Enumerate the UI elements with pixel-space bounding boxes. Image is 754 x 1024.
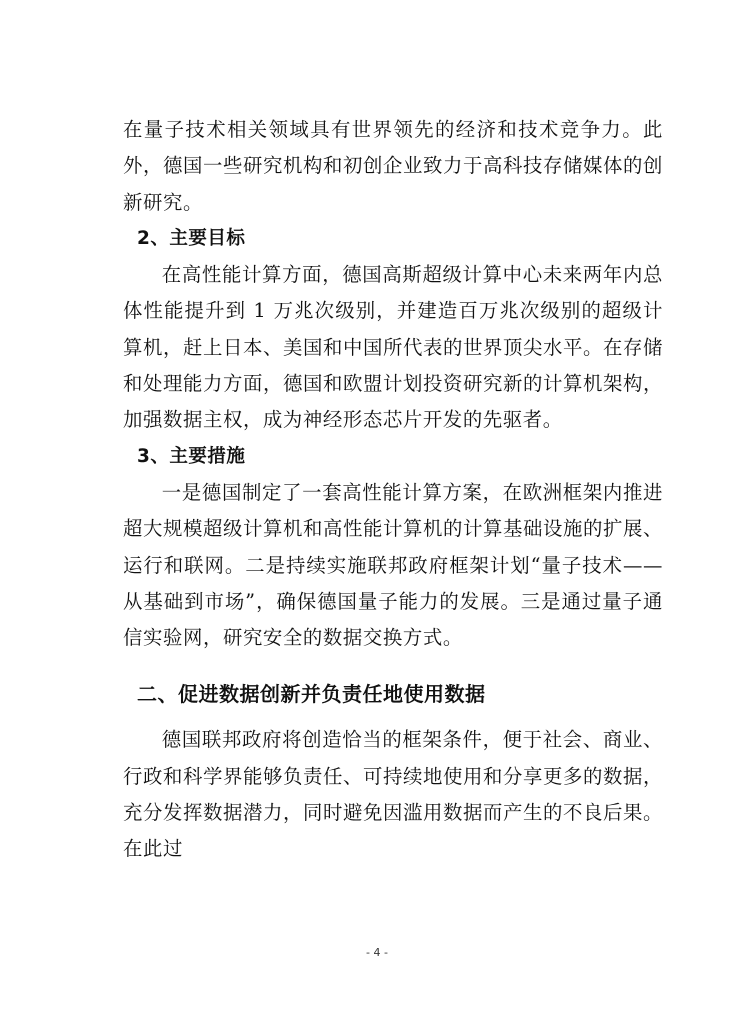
main-goals-heading: 2、主要目标 [137,227,246,249]
section-two-heading: 二、促进数据创新并负责任地使用数据 [137,682,486,707]
page-content [123,112,663,868]
main-goals-paragraph: 在高性能计算方面，德国高斯超级计算中心未来两年内总体性能提升到 1 万兆次级别，并建造百万兆次级别的超级计算机，赶上日本、美国和中国所代表的世界顶尖水平。在存储和处理能力方面，德国和欧盟计划投资研究新的计算机架构，加强数据主权，成为神经形态芯片开发的先驱者。 [123,263,663,432]
main-measures-paragraph: 一是德国制定了一套高性能计算方案，在欧洲框架内推进超大规模超级计算机和高性能计算机的计算基础设施的扩展、运行和联网。二是持续实施联邦政府框架计划“量子技术——从基础到市场”，确保德国量子能力的发展。三是通过量子通信实验网，研究安全的数据交换方式。 [123,480,663,650]
section-two-paragraph: 德国联邦政府将创造恰当的框架条件，便于社会、商业、行政和科学界能够负责任、可持续地使用和分享更多的数据，充分发挥数据潜力，同时避免因滥用数据而产生的不良后果。在此过 [123,728,663,861]
continuation-paragraph: 在量子技术相关领域具有世界领先的经济和技术竞争力。此外，德国一些研究机构和初创企业致力于高科技存储媒体的创新研究。 [123,118,663,214]
main-measures-heading: 3、主要措施 [137,445,246,467]
page-number: - 4 - [366,946,388,959]
